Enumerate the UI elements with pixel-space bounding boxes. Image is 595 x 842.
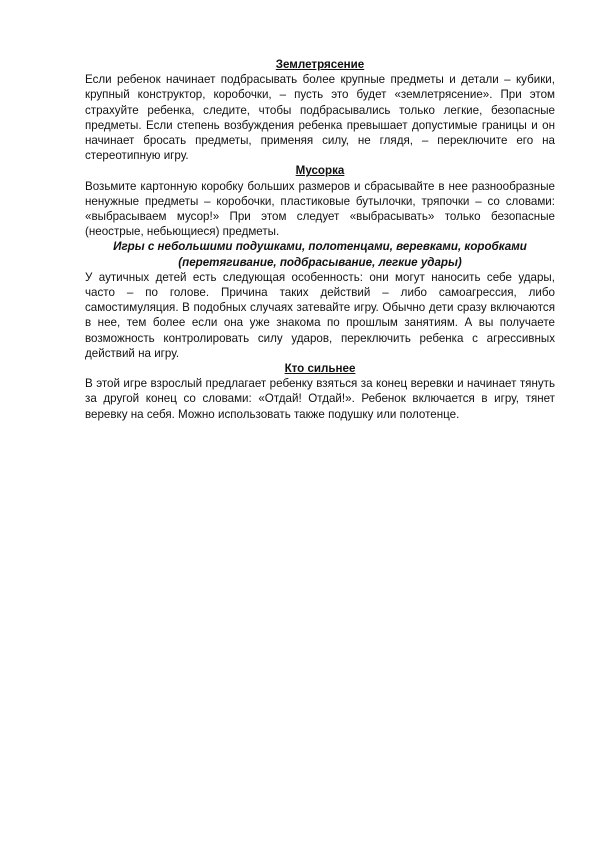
section-heading: Кто сильнее xyxy=(284,362,356,376)
section-heading: Мусорка xyxy=(295,164,345,178)
section-pillow-games xyxy=(85,239,555,361)
section-heading: Землетрясение xyxy=(275,58,365,71)
section-earthquake xyxy=(85,57,555,163)
section-text: В этой игре взрослый предлагает ребенку взяться за конец веревки и начинает тянуть за другой конец со словами: «Отдай! Отдай!». Ребенок включается в игру, тянет веревку на себя. Можно использовать также подушку или полотенце. xyxy=(85,377,555,421)
section-text: Если ребенок начинает подбрасывать более крупные предметы и детали – кубики, крупный конструктор, коробочки, – пусть это будет «землетрясение». При этом страхуйте ребенка, следите, чтобы подбрасывались только легкие, безопасные предметы. Если степень возбуждения ребенка превышает допустимые границы и он начинает бросать предметы, применяя силу, не глядя, – переключите его на стереотипную игру. xyxy=(85,73,555,163)
section-heading-line2: (перетягивание, подбрасывание, легкие удары) xyxy=(178,255,462,269)
section-who-is-stronger xyxy=(85,361,555,422)
section-text: У аутичных детей есть следующая особенность: они могут наносить себе удары, часто – по голове. Причина таких действий – либо самоагрессия, либо самостимуляция. В подобных случаях затевайте игру. Обычно дети сразу включаются в нее, тем более если она уже знакома по прошлым занятиям. А вы получаете возможность контролировать силу ударов, переключить ребенка с агрессивных действий на игру. xyxy=(85,270,555,360)
section-text: Возьмите картонную коробку больших размеров и сбрасывайте в нее разнообразные ненужные предметы – коробочки, пластиковые бутылочки, тряпочки – со словами: «выбрасываем мусор!» При этом следует «выбрасывать» только безопасные (неострые, небьющиеся) предметы. xyxy=(85,179,555,239)
section-trash-bin xyxy=(85,163,555,239)
document-page xyxy=(85,57,555,422)
section-heading-line1: Игры с небольшими подушками, полотенцами, веревками, коробками xyxy=(113,240,527,254)
